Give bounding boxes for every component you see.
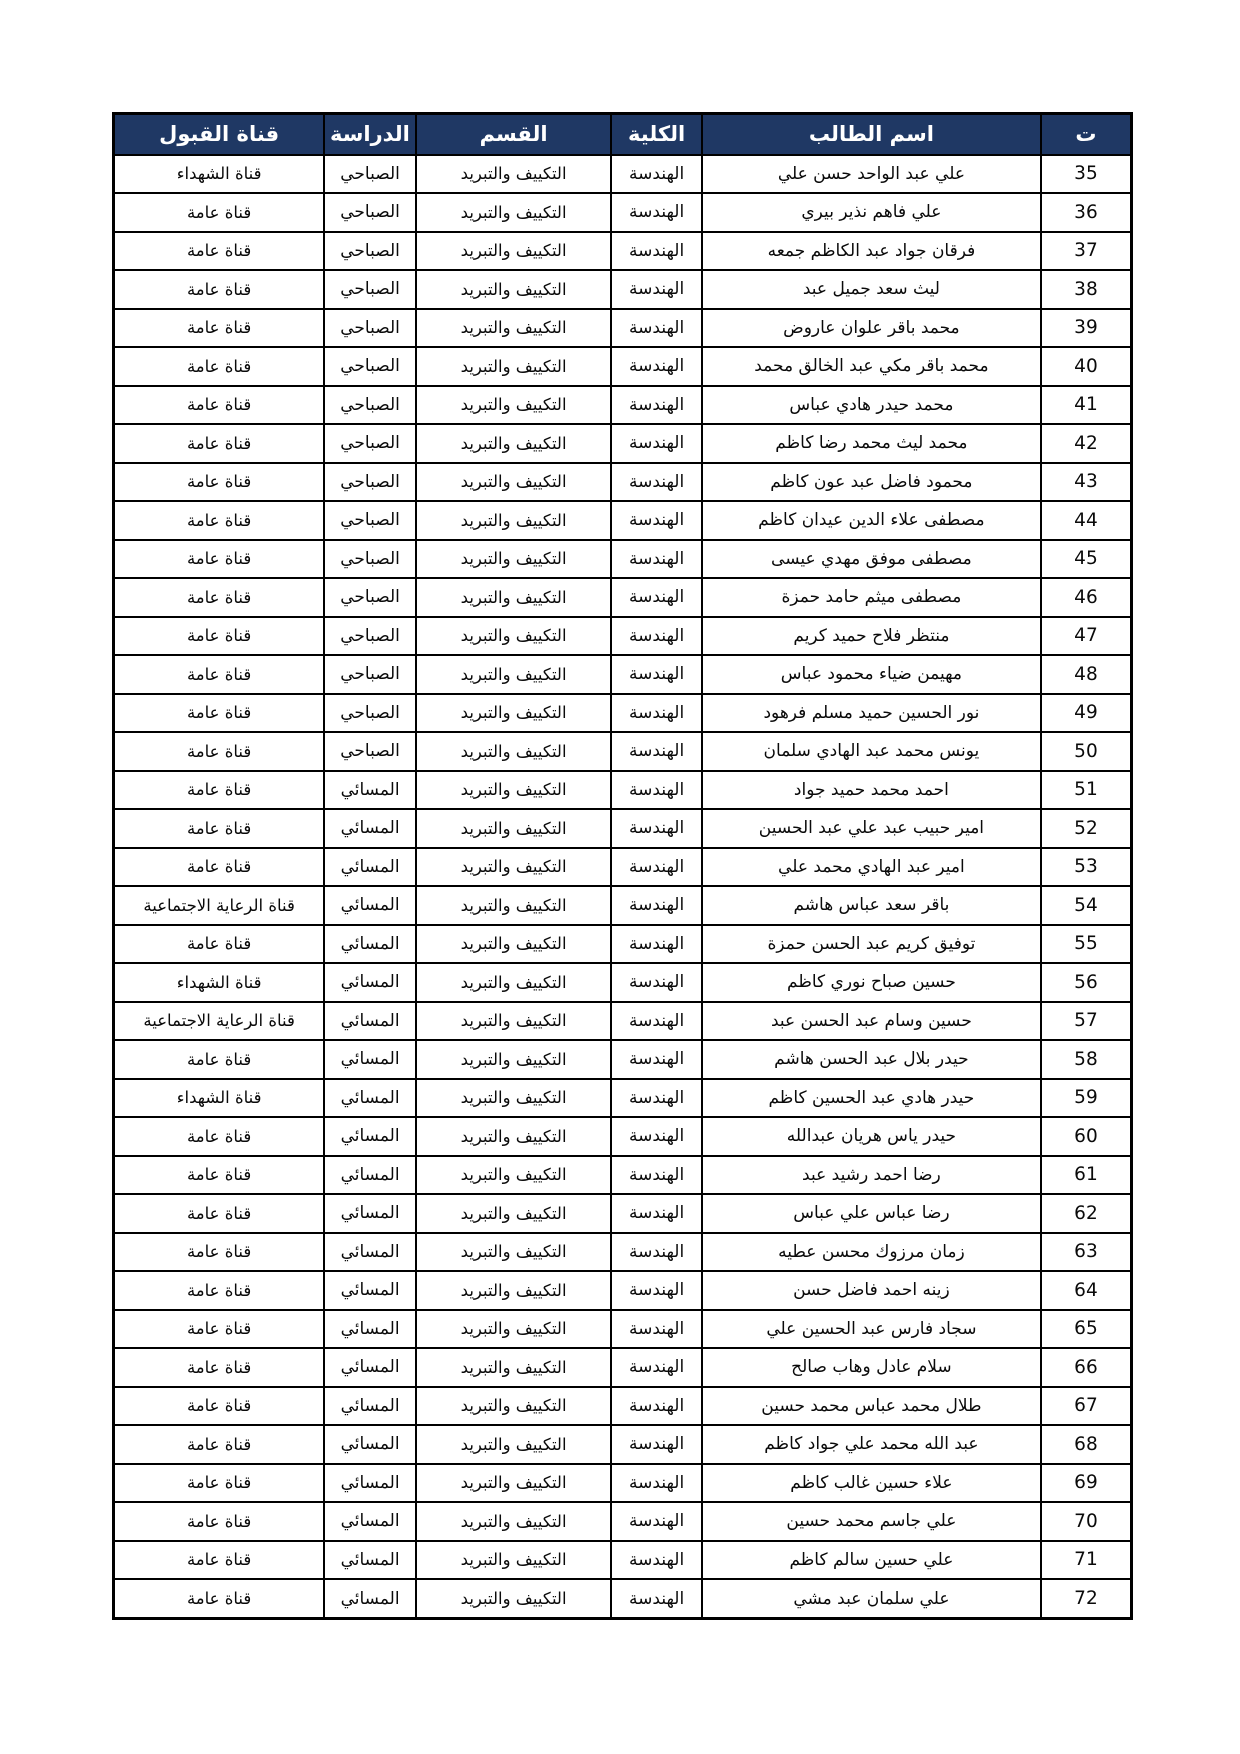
table-row [114, 1387, 1132, 1426]
table-row [114, 1117, 1132, 1156]
department-cell: التكييف والتبريد [416, 771, 611, 810]
student-name-cell: علي عبد الواحد حسن علي [702, 155, 1041, 194]
admission-channel-cell: قناة عامة [114, 1541, 325, 1580]
student-name-cell: زمان مرزوك محسن عطيه [702, 1233, 1041, 1272]
admission-channel-cell: قناة عامة [114, 1464, 325, 1503]
row-number-cell: 68 [1041, 1425, 1132, 1464]
student-name-cell: محمد باقر علوان عاروض [702, 309, 1041, 348]
row-number-cell: 51 [1041, 771, 1132, 810]
table-row [114, 386, 1132, 425]
table-body [114, 155, 1132, 1619]
header-cell-department: القسم [416, 114, 611, 155]
table-row [114, 1502, 1132, 1541]
student-name-cell: توفيق كريم عبد الحسن حمزة [702, 925, 1041, 964]
college-cell: الهندسة [611, 1502, 702, 1541]
college-cell: الهندسة [611, 1040, 702, 1079]
row-number-cell: 44 [1041, 501, 1132, 540]
department-cell: التكييف والتبريد [416, 655, 611, 694]
admission-channel-cell: قناة عامة [114, 1387, 325, 1426]
table-row [114, 732, 1132, 771]
admission-channel-cell: قناة عامة [114, 1271, 325, 1310]
department-cell: التكييف والتبريد [416, 1156, 611, 1195]
department-cell: التكييف والتبريد [416, 347, 611, 386]
student-name-cell: مصطفى علاء الدين عيدان كاظم [702, 501, 1041, 540]
students-table [112, 112, 1133, 1620]
table-row [114, 463, 1132, 502]
student-name-cell: امير عبد الهادي محمد علي [702, 848, 1041, 887]
study-type-cell: المسائي [324, 1040, 416, 1079]
study-type-cell: المسائي [324, 1233, 416, 1272]
college-cell: الهندسة [611, 424, 702, 463]
student-name-cell: محمد حيدر هادي عباس [702, 386, 1041, 425]
student-name-cell: حسين وسام عبد الحسن عبد [702, 1002, 1041, 1041]
college-cell: الهندسة [611, 540, 702, 579]
table-row [114, 309, 1132, 348]
study-type-cell: المسائي [324, 1310, 416, 1349]
study-type-cell: المسائي [324, 848, 416, 887]
college-cell: الهندسة [611, 347, 702, 386]
table-row [114, 1079, 1132, 1118]
study-type-cell: المسائي [324, 1156, 416, 1195]
study-type-cell: المسائي [324, 1348, 416, 1387]
student-name-cell: منتظر فلاح حميد كريم [702, 617, 1041, 656]
college-cell: الهندسة [611, 270, 702, 309]
department-cell: التكييف والتبريد [416, 578, 611, 617]
student-name-cell: علي حسين سالم كاظم [702, 1541, 1041, 1580]
admission-channel-cell: قناة عامة [114, 732, 325, 771]
college-cell: الهندسة [611, 309, 702, 348]
student-name-cell: علي سلمان عبد مشي [702, 1579, 1041, 1619]
department-cell: التكييف والتبريد [416, 155, 611, 194]
study-type-cell: الصباحي [324, 232, 416, 271]
admission-channel-cell: قناة عامة [114, 1156, 325, 1195]
admission-channel-cell: قناة عامة [114, 1579, 325, 1619]
row-number-cell: 41 [1041, 386, 1132, 425]
department-cell: التكييف والتبريد [416, 1040, 611, 1079]
admission-channel-cell: قناة عامة [114, 1117, 325, 1156]
admission-channel-cell: قناة عامة [114, 694, 325, 733]
admission-channel-cell: قناة عامة [114, 501, 325, 540]
table-row [114, 925, 1132, 964]
college-cell: الهندسة [611, 1579, 702, 1619]
study-type-cell: الصباحي [324, 193, 416, 232]
student-name-cell: علي جاسم محمد حسين [702, 1502, 1041, 1541]
row-number-cell: 57 [1041, 1002, 1132, 1041]
admission-channel-cell: قناة عامة [114, 1233, 325, 1272]
college-cell: الهندسة [611, 232, 702, 271]
department-cell: التكييف والتبريد [416, 1271, 611, 1310]
college-cell: الهندسة [611, 501, 702, 540]
study-type-cell: المسائي [324, 886, 416, 925]
row-number-cell: 69 [1041, 1464, 1132, 1503]
table-header [114, 114, 1132, 155]
student-name-cell: زينه احمد فاضل حسن [702, 1271, 1041, 1310]
college-cell: الهندسة [611, 848, 702, 887]
student-name-cell: حسين صباح نوري كاظم [702, 963, 1041, 1002]
table-row [114, 1310, 1132, 1349]
student-name-cell: امير حبيب عبد علي عبد الحسين [702, 809, 1041, 848]
header-cell-college: الكلية [611, 114, 702, 155]
college-cell: الهندسة [611, 886, 702, 925]
student-name-cell: عبد الله محمد علي جواد كاظم [702, 1425, 1041, 1464]
table-row [114, 963, 1132, 1002]
table-row [114, 655, 1132, 694]
study-type-cell: المسائي [324, 1579, 416, 1619]
student-name-cell: محمد ليث محمد رضا كاظم [702, 424, 1041, 463]
table-row [114, 1541, 1132, 1580]
admission-channel-cell: قناة عامة [114, 771, 325, 810]
admission-channel-cell: قناة الشهداء [114, 155, 325, 194]
department-cell: التكييف والتبريد [416, 1117, 611, 1156]
table-row [114, 540, 1132, 579]
row-number-cell: 40 [1041, 347, 1132, 386]
admission-channel-cell: قناة عامة [114, 347, 325, 386]
department-cell: التكييف والتبريد [416, 1502, 611, 1541]
admission-channel-cell: قناة عامة [114, 424, 325, 463]
student-name-cell: محمد باقر مكي عبد الخالق محمد [702, 347, 1041, 386]
row-number-cell: 47 [1041, 617, 1132, 656]
table-row [114, 1348, 1132, 1387]
department-cell: التكييف والتبريد [416, 886, 611, 925]
college-cell: الهندسة [611, 1233, 702, 1272]
row-number-cell: 42 [1041, 424, 1132, 463]
department-cell: التكييف والتبريد [416, 309, 611, 348]
student-name-cell: رضا عباس علي عباس [702, 1194, 1041, 1233]
department-cell: التكييف والتبريد [416, 1464, 611, 1503]
department-cell: التكييف والتبريد [416, 1541, 611, 1580]
study-type-cell: الصباحي [324, 655, 416, 694]
department-cell: التكييف والتبريد [416, 1079, 611, 1118]
student-name-cell: علي فاهم نذير بيري [702, 193, 1041, 232]
student-name-cell: يونس محمد عبد الهادي سلمان [702, 732, 1041, 771]
admission-channel-cell: قناة عامة [114, 848, 325, 887]
admission-channel-cell: قناة عامة [114, 463, 325, 502]
row-number-cell: 35 [1041, 155, 1132, 194]
college-cell: الهندسة [611, 1002, 702, 1041]
study-type-cell: الصباحي [324, 501, 416, 540]
college-cell: الهندسة [611, 925, 702, 964]
department-cell: التكييف والتبريد [416, 1194, 611, 1233]
table-row [114, 1271, 1132, 1310]
study-type-cell: الصباحي [324, 617, 416, 656]
student-name-cell: محمود فاضل عبد عون كاظم [702, 463, 1041, 502]
study-type-cell: المسائي [324, 1502, 416, 1541]
department-cell: التكييف والتبريد [416, 1425, 611, 1464]
study-type-cell: الصباحي [324, 386, 416, 425]
department-cell: التكييف والتبريد [416, 501, 611, 540]
department-cell: التكييف والتبريد [416, 809, 611, 848]
college-cell: الهندسة [611, 1387, 702, 1426]
table-row [114, 501, 1132, 540]
study-type-cell: الصباحي [324, 578, 416, 617]
row-number-cell: 36 [1041, 193, 1132, 232]
student-name-cell: احمد محمد حميد جواد [702, 771, 1041, 810]
admission-channel-cell: قناة عامة [114, 232, 325, 271]
college-cell: الهندسة [611, 1541, 702, 1580]
department-cell: التكييف والتبريد [416, 1310, 611, 1349]
row-number-cell: 38 [1041, 270, 1132, 309]
table-row [114, 1579, 1132, 1619]
college-cell: الهندسة [611, 732, 702, 771]
study-type-cell: المسائي [324, 1079, 416, 1118]
table-row [114, 1040, 1132, 1079]
study-type-cell: الصباحي [324, 155, 416, 194]
table-row [114, 1156, 1132, 1195]
row-number-cell: 46 [1041, 578, 1132, 617]
admission-channel-cell: قناة عامة [114, 309, 325, 348]
row-number-cell: 70 [1041, 1502, 1132, 1541]
college-cell: الهندسة [611, 193, 702, 232]
college-cell: الهندسة [611, 1079, 702, 1118]
study-type-cell: المسائي [324, 1194, 416, 1233]
study-type-cell: الصباحي [324, 732, 416, 771]
student-name-cell: باقر سعد عباس هاشم [702, 886, 1041, 925]
table-row [114, 694, 1132, 733]
study-type-cell: المسائي [324, 809, 416, 848]
study-type-cell: الصباحي [324, 694, 416, 733]
department-cell: التكييف والتبريد [416, 232, 611, 271]
student-name-cell: مصطفى موفق مهدي عيسى [702, 540, 1041, 579]
row-number-cell: 53 [1041, 848, 1132, 887]
college-cell: الهندسة [611, 1271, 702, 1310]
admission-channel-cell: قناة عامة [114, 925, 325, 964]
row-number-cell: 56 [1041, 963, 1132, 1002]
student-name-cell: مهيمن ضياء محمود عباس [702, 655, 1041, 694]
student-name-cell: رضا احمد رشيد عبد [702, 1156, 1041, 1195]
admission-channel-cell: قناة عامة [114, 809, 325, 848]
table-row [114, 1464, 1132, 1503]
student-name-cell: حيدر ياس هريان عبدالله [702, 1117, 1041, 1156]
department-cell: التكييف والتبريد [416, 463, 611, 502]
admission-channel-cell: قناة عامة [114, 1502, 325, 1541]
study-type-cell: المسائي [324, 1387, 416, 1426]
college-cell: الهندسة [611, 1464, 702, 1503]
student-name-cell: حيدر بلال عبد الحسن هاشم [702, 1040, 1041, 1079]
study-type-cell: المسائي [324, 963, 416, 1002]
admission-channel-cell: قناة عامة [114, 270, 325, 309]
row-number-cell: 71 [1041, 1541, 1132, 1580]
row-number-cell: 37 [1041, 232, 1132, 271]
admission-channel-cell: قناة عامة [114, 1425, 325, 1464]
admission-channel-cell: قناة عامة [114, 578, 325, 617]
table-row [114, 617, 1132, 656]
row-number-cell: 67 [1041, 1387, 1132, 1426]
college-cell: الهندسة [611, 963, 702, 1002]
table-row [114, 578, 1132, 617]
student-name-cell: ليث سعد جميل عبد [702, 270, 1041, 309]
student-name-cell: نور الحسين حميد مسلم فرهود [702, 694, 1041, 733]
table-row [114, 270, 1132, 309]
department-cell: التكييف والتبريد [416, 963, 611, 1002]
study-type-cell: المسائي [324, 1464, 416, 1503]
table-row [114, 1002, 1132, 1041]
row-number-cell: 58 [1041, 1040, 1132, 1079]
college-cell: الهندسة [611, 1348, 702, 1387]
admission-channel-cell: قناة عامة [114, 1194, 325, 1233]
study-type-cell: الصباحي [324, 463, 416, 502]
college-cell: الهندسة [611, 1194, 702, 1233]
table-row [114, 347, 1132, 386]
study-type-cell: الصباحي [324, 424, 416, 463]
study-type-cell: المسائي [324, 1425, 416, 1464]
study-type-cell: الصباحي [324, 309, 416, 348]
header-cell-student-name: اسم الطالب [702, 114, 1041, 155]
row-number-cell: 43 [1041, 463, 1132, 502]
header-cell-study: الدراسة [324, 114, 416, 155]
department-cell: التكييف والتبريد [416, 386, 611, 425]
department-cell: التكييف والتبريد [416, 848, 611, 887]
row-number-cell: 50 [1041, 732, 1132, 771]
row-number-cell: 39 [1041, 309, 1132, 348]
row-number-cell: 60 [1041, 1117, 1132, 1156]
header-row [114, 114, 1132, 155]
header-cell-admission-channel: قناة القبول [114, 114, 325, 155]
table-row [114, 193, 1132, 232]
study-type-cell: المسائي [324, 1002, 416, 1041]
department-cell: التكييف والتبريد [416, 1579, 611, 1619]
admission-channel-cell: قناة عامة [114, 617, 325, 656]
admission-channel-cell: قناة الشهداء [114, 1079, 325, 1118]
row-number-cell: 52 [1041, 809, 1132, 848]
student-name-cell: طلال محمد عباس محمد حسين [702, 1387, 1041, 1426]
college-cell: الهندسة [611, 1156, 702, 1195]
admission-channel-cell: قناة الرعاية الاجتماعية [114, 1002, 325, 1041]
table-row [114, 424, 1132, 463]
college-cell: الهندسة [611, 617, 702, 656]
admission-channel-cell: قناة عامة [114, 1348, 325, 1387]
student-name-cell: سجاد فارس عبد الحسين علي [702, 1310, 1041, 1349]
row-number-cell: 59 [1041, 1079, 1132, 1118]
department-cell: التكييف والتبريد [416, 1002, 611, 1041]
student-name-cell: فرقان جواد عبد الكاظم جمعه [702, 232, 1041, 271]
college-cell: الهندسة [611, 771, 702, 810]
college-cell: الهندسة [611, 809, 702, 848]
department-cell: التكييف والتبريد [416, 694, 611, 733]
department-cell: التكييف والتبريد [416, 1387, 611, 1426]
study-type-cell: المسائي [324, 1541, 416, 1580]
department-cell: التكييف والتبريد [416, 1348, 611, 1387]
admission-channel-cell: قناة عامة [114, 386, 325, 425]
department-cell: التكييف والتبريد [416, 270, 611, 309]
department-cell: التكييف والتبريد [416, 424, 611, 463]
study-type-cell: الصباحي [324, 347, 416, 386]
row-number-cell: 54 [1041, 886, 1132, 925]
department-cell: التكييف والتبريد [416, 1233, 611, 1272]
row-number-cell: 72 [1041, 1579, 1132, 1619]
admission-channel-cell: قناة عامة [114, 540, 325, 579]
admission-channel-cell: قناة عامة [114, 1040, 325, 1079]
admission-channel-cell: قناة الشهداء [114, 963, 325, 1002]
row-number-cell: 62 [1041, 1194, 1132, 1233]
table-row [114, 886, 1132, 925]
table-row [114, 1233, 1132, 1272]
study-type-cell: المسائي [324, 1117, 416, 1156]
student-name-cell: مصطفى ميثم حامد حمزة [702, 578, 1041, 617]
admission-channel-cell: قناة الرعاية الاجتماعية [114, 886, 325, 925]
study-type-cell: الصباحي [324, 540, 416, 579]
table-row [114, 848, 1132, 887]
row-number-cell: 55 [1041, 925, 1132, 964]
college-cell: الهندسة [611, 694, 702, 733]
department-cell: التكييف والتبريد [416, 732, 611, 771]
table-row [114, 1425, 1132, 1464]
table-row [114, 1194, 1132, 1233]
row-number-cell: 45 [1041, 540, 1132, 579]
college-cell: الهندسة [611, 1425, 702, 1464]
admission-channel-cell: قناة عامة [114, 193, 325, 232]
study-type-cell: المسائي [324, 771, 416, 810]
student-name-cell: حيدر هادي عبد الحسين كاظم [702, 1079, 1041, 1118]
study-type-cell: المسائي [324, 1271, 416, 1310]
header-cell-number: ت [1041, 114, 1132, 155]
department-cell: التكييف والتبريد [416, 925, 611, 964]
college-cell: الهندسة [611, 1310, 702, 1349]
row-number-cell: 61 [1041, 1156, 1132, 1195]
table-row [114, 771, 1132, 810]
college-cell: الهندسة [611, 386, 702, 425]
college-cell: الهندسة [611, 655, 702, 694]
college-cell: الهندسة [611, 578, 702, 617]
department-cell: التكييف والتبريد [416, 540, 611, 579]
admission-channel-cell: قناة عامة [114, 1310, 325, 1349]
table-row [114, 155, 1132, 194]
study-type-cell: المسائي [324, 925, 416, 964]
row-number-cell: 66 [1041, 1348, 1132, 1387]
college-cell: الهندسة [611, 155, 702, 194]
college-cell: الهندسة [611, 1117, 702, 1156]
row-number-cell: 65 [1041, 1310, 1132, 1349]
study-type-cell: الصباحي [324, 270, 416, 309]
row-number-cell: 64 [1041, 1271, 1132, 1310]
admission-channel-cell: قناة عامة [114, 655, 325, 694]
row-number-cell: 63 [1041, 1233, 1132, 1272]
row-number-cell: 49 [1041, 694, 1132, 733]
student-name-cell: سلام عادل وهاب صالح [702, 1348, 1041, 1387]
row-number-cell: 48 [1041, 655, 1132, 694]
table-row [114, 809, 1132, 848]
department-cell: التكييف والتبريد [416, 193, 611, 232]
college-cell: الهندسة [611, 463, 702, 502]
table-row [114, 232, 1132, 271]
student-name-cell: علاء حسين غالب كاظم [702, 1464, 1041, 1503]
department-cell: التكييف والتبريد [416, 617, 611, 656]
